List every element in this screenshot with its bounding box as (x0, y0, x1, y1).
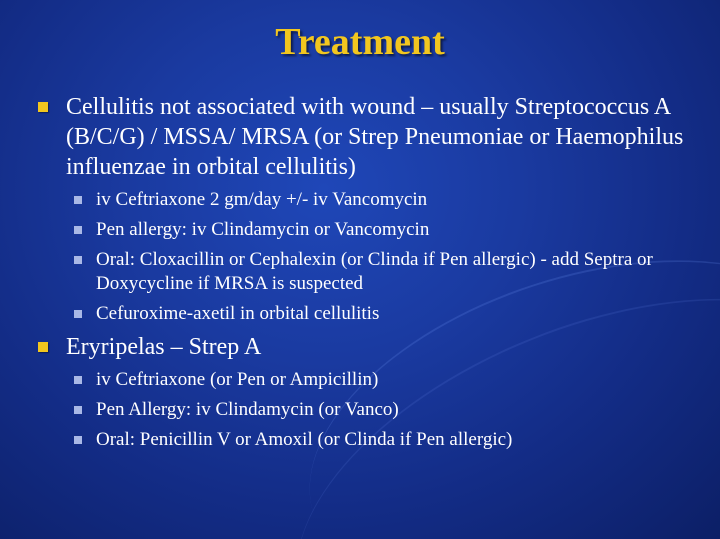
sub-bullet-item (36, 302, 696, 326)
sub-bullet-text: Oral: Cloxacillin or Cephalexin (or Clinda if Pen allergic) - add Septra or Doxycycline if MRSA is suspected (96, 249, 653, 294)
sub-bullet-item (36, 428, 696, 452)
square-bullet-icon (38, 342, 48, 352)
square-bullet-icon (74, 310, 82, 318)
sub-bullet-text: iv Ceftriaxone 2 gm/day +/- iv Vancomycin (96, 189, 428, 210)
slide-content (36, 92, 696, 458)
square-bullet-icon (38, 102, 48, 112)
bullet-text: Eryripelas – Strep A (66, 334, 262, 360)
sub-bullet-text: Cefuroxime-axetil in orbital cellulitis (96, 303, 380, 324)
square-bullet-icon (74, 196, 82, 204)
square-bullet-icon (74, 406, 82, 414)
square-bullet-icon (74, 436, 82, 444)
slide-title: Treatment (275, 21, 445, 63)
sub-bullet-item (36, 218, 696, 242)
sub-bullet-item (36, 188, 696, 212)
sub-bullet-text: Pen Allergy: iv Clindamycin (or Vanco) (96, 399, 399, 420)
square-bullet-icon (74, 226, 82, 234)
sub-bullet-item (36, 248, 696, 296)
square-bullet-icon (74, 256, 82, 264)
bullet-item (36, 332, 696, 362)
bullet-text: Cellulitis not associated with wound – usually Streptococcus A (B/C/G) / MSSA/ MRSA (or Strep Pneumoniae or Haemophilus influenzae in orbital cellulitis) (66, 94, 684, 180)
sub-bullet-item (36, 398, 696, 422)
bullet-item (36, 92, 696, 182)
sub-bullet-text: Oral: Penicillin V or Amoxil (or Clinda if Pen allergic) (96, 429, 513, 450)
sub-bullet-text: iv Ceftriaxone (or Pen or Ampicillin) (96, 369, 379, 390)
sub-bullet-item (36, 368, 696, 392)
square-bullet-icon (74, 376, 82, 384)
sub-bullet-text: Pen allergy: iv Clindamycin or Vancomycin (96, 219, 430, 240)
